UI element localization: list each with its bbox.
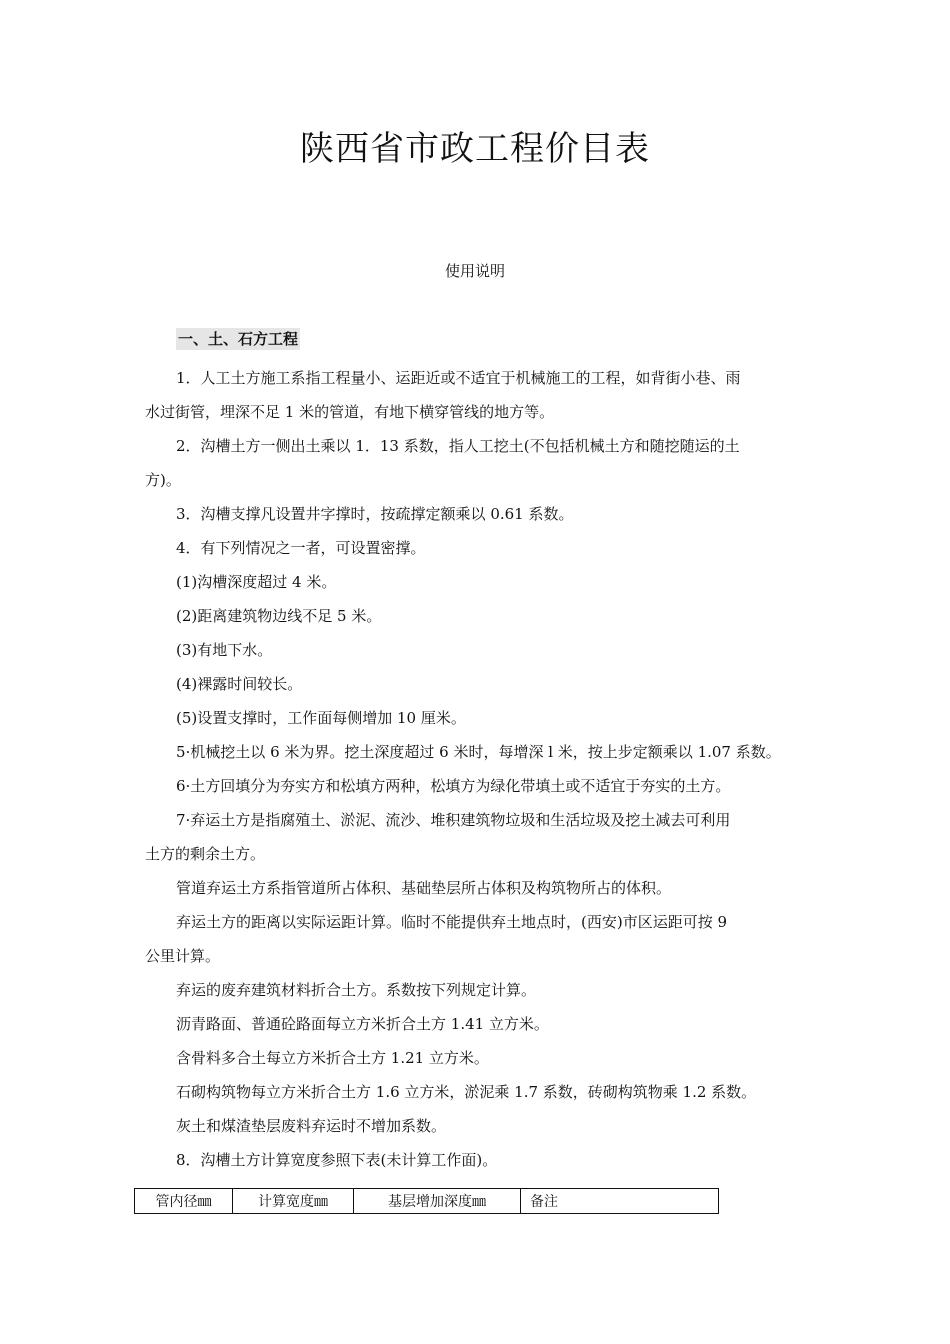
paragraph: (5)设置支撑时，工作面每侧增加 10 厘米。 (176, 709, 466, 727)
paragraph (145, 429, 813, 497)
paragraph-continuation: 方)。 (145, 471, 181, 489)
paragraph: 沥青路面、普通砼路面每立方米折合土方 1.41 立方米。 (176, 1015, 549, 1033)
paragraph-continuation: 土方的剩余土方。 (145, 845, 266, 863)
body-text (145, 361, 813, 1177)
paragraph: 5·机械挖土以 6 米为界。挖土深度超过 6 米时，每增深 l 米，按上步定额乘以 1.07 系数。 (176, 743, 781, 761)
paragraph-text: 7·弃运土方是指腐殖土、淤泥、流沙、堆积建筑物垃圾和生活垃圾及挖土减去可利用 (176, 811, 731, 829)
paragraph (145, 361, 813, 429)
document-subtitle: 使用说明 (444, 262, 505, 280)
table-header-cell: 计算宽度㎜ (233, 1189, 354, 1214)
paragraph-continuation: 水过街管，埋深不足 1 米的管道，有地下横穿管线的地方等。 (145, 403, 555, 421)
paragraph-text: 弃运土方的距离以实际运距计算。临时不能提供弃土地点时，(西安)市区运距可按 9 (176, 913, 728, 931)
paragraph-continuation: 公里计算。 (145, 947, 221, 965)
paragraph: (4)裸露时间较长。 (176, 675, 303, 693)
table-header-cell: 管内径㎜ (135, 1189, 233, 1214)
paragraph-text: 2．沟槽土方一侧出土乘以 1．13 系数，指人工挖土(不包括机械土方和随挖随运的土 (176, 437, 740, 455)
paragraph: 弃运的废弃建筑材料折合土方。系数按下列规定计算。 (176, 981, 537, 999)
paragraph: (3)有地下水。 (176, 641, 273, 659)
table-header-row (135, 1189, 719, 1214)
paragraph: (2)距离建筑物边线不足 5 米。 (176, 607, 382, 625)
paragraph: 6·土方回填分为夯实方和松填方两种，松填方为绿化带填土或不适宜于夯实的土方。 (176, 777, 731, 795)
paragraph: 3．沟槽支撑凡设置井字撑时，按疏撑定额乘以 0.61 系数。 (176, 505, 574, 523)
document-title: 陕西省市政工程价目表 (300, 129, 650, 169)
table-header-cell: 备注 (521, 1189, 719, 1214)
trench-width-table (134, 1188, 719, 1214)
paragraph-text: 1．人工土方施工系指工程量小、运距近或不适宜于机械施工的工程，如背街小巷、雨 (176, 369, 741, 387)
table-header-cell: 基层增加深度㎜ (354, 1189, 521, 1214)
paragraph: 8．沟槽土方计算宽度参照下表(未计算工作面)。 (176, 1151, 498, 1169)
paragraph: 含骨料多合土每立方米折合土方 1.21 立方米。 (176, 1049, 489, 1067)
paragraph: 4．有下列情况之一者，可设置密撑。 (176, 539, 426, 557)
paragraph: (1)沟槽深度超过 4 米。 (176, 573, 337, 591)
section-heading: 一、土、石方工程 (178, 330, 299, 348)
paragraph: 灰土和煤渣垫层废料弃运时不增加系数。 (176, 1117, 447, 1135)
paragraph: 石砌构筑物每立方米折合土方 1.6 立方米，淤泥乘 1.7 系数，砖砌构筑物乘 1.2 系数。 (176, 1083, 757, 1101)
paragraph: 管道弃运土方系指管道所占体积、基础垫层所占体积及构筑物所占的体积。 (176, 879, 672, 897)
paragraph (145, 905, 813, 973)
paragraph (145, 803, 813, 871)
